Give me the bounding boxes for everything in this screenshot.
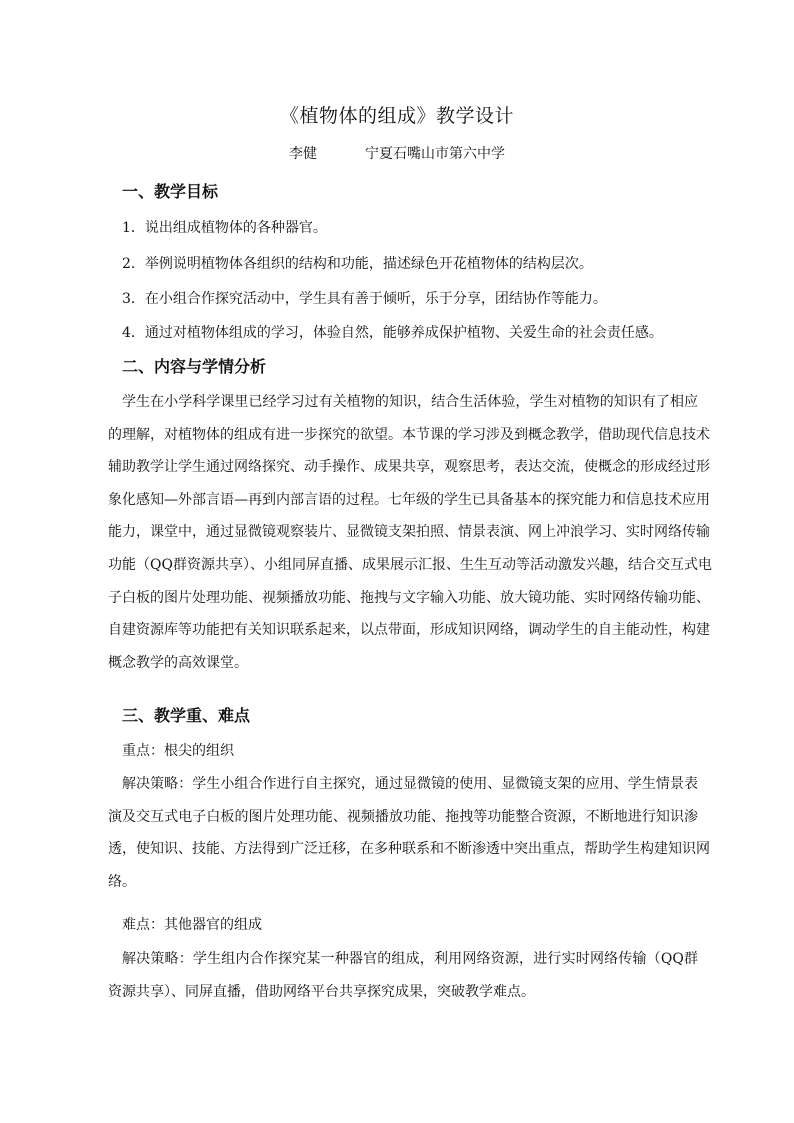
objective-item: 4．通过对植物体组成的学习，体验自然，能够养成保护植物、关爱生命的社会责任感。 <box>122 325 663 341</box>
section-heading-keypoints: 三、教学重、难点 <box>122 706 251 725</box>
author-name: 李健 <box>289 146 317 162</box>
paragraph-line: 演及交互式电子白板的图片处理功能、视频播放功能、拖拽等功能整合资源，不断地进行知识渗 <box>108 808 698 825</box>
objective-item: 2．举例说明植物体各组织的结构和功能，描述绿色开花植物体的结构层次。 <box>122 256 593 272</box>
paragraph-line: 象化感知—外部言语—再到内部言语的过程。七年级的学生已具备基本的探究能力和信息技术应用 <box>108 491 710 508</box>
objective-item: 3．在小组合作探究活动中，学生具有善于倾听，乐于分享，团结协作等能力。 <box>122 291 607 307</box>
paragraph-line: 资源共享）、同屏直播，借助网络平台共享探究成果，突破教学难点。 <box>108 983 535 1000</box>
paragraph-line: 解决策略：学生组内合作探究某一种器官的组成，利用网络资源，进行实时网络传输（QQ群 <box>122 951 698 967</box>
section-heading-analysis: 二、内容与学情分析 <box>122 357 267 376</box>
section-heading-objectives: 一、教学目标 <box>122 182 219 201</box>
paragraph-line: 子白板的图片处理功能、视频播放功能、拖拽与文字输入功能、放大镜功能、实时网络传输功能、 <box>108 589 710 606</box>
paragraph-line: 辅助教学让学生通过网络探究、动手操作、成果共享，观察思考，表达交流，使概念的形成经过形 <box>108 459 710 476</box>
document-title: 《植物体的组成》教学设计 <box>279 105 514 127</box>
difficulty-point: 难点：其他器官的组成 <box>122 917 262 933</box>
paragraph-line: 功能（QQ群资源共享）、小组同屏直播、成果展示汇报、生生互动等活动激发兴趣，结合交互式电 <box>108 556 712 573</box>
paragraph-line: 概念教学的高效课堂。 <box>108 654 248 671</box>
analysis-paragraph <box>108 386 712 679</box>
author-school: 宁夏石嘴山市第六中学 <box>365 146 505 162</box>
paragraph-line: 能力，课堂中，通过显微镜观察装片、显微镜支架拍照、情景表演、网上冲浪学习、实时网络传输 <box>108 524 710 541</box>
difficulty-strategy-paragraph <box>108 943 698 1008</box>
paragraph-line: 透，使知识、技能、方法得到广泛迁移，在多种联系和不断渗透中突出重点，帮助学生构建知识网 <box>108 841 710 858</box>
focus-strategy-paragraph <box>108 768 710 898</box>
paragraph-line: 络。 <box>108 873 136 890</box>
paragraph-line: 自建资源库等功能把有关知识联系起来，以点带面，形成知识网络，调动学生的自主能动性，构建 <box>108 622 710 639</box>
focus-point: 重点：根尖的组织 <box>122 743 234 759</box>
paragraph-line: 的理解，对植物体的组成有进一步探究的欲望。本节课的学习涉及到概念教学，借助现代信息技术 <box>108 426 710 443</box>
paragraph-line: 解决策略：学生小组合作进行自主探究，通过显微镜的使用、显微镜支架的应用、学生情景表 <box>122 776 698 792</box>
objective-item: 1．说出组成植物体的各种器官。 <box>122 220 327 236</box>
paragraph-line: 学生在小学科学课里已经学习过有关植物的知识，结合生活体验，学生对植物的知识有了相应 <box>122 394 698 410</box>
author-line <box>0 144 794 164</box>
